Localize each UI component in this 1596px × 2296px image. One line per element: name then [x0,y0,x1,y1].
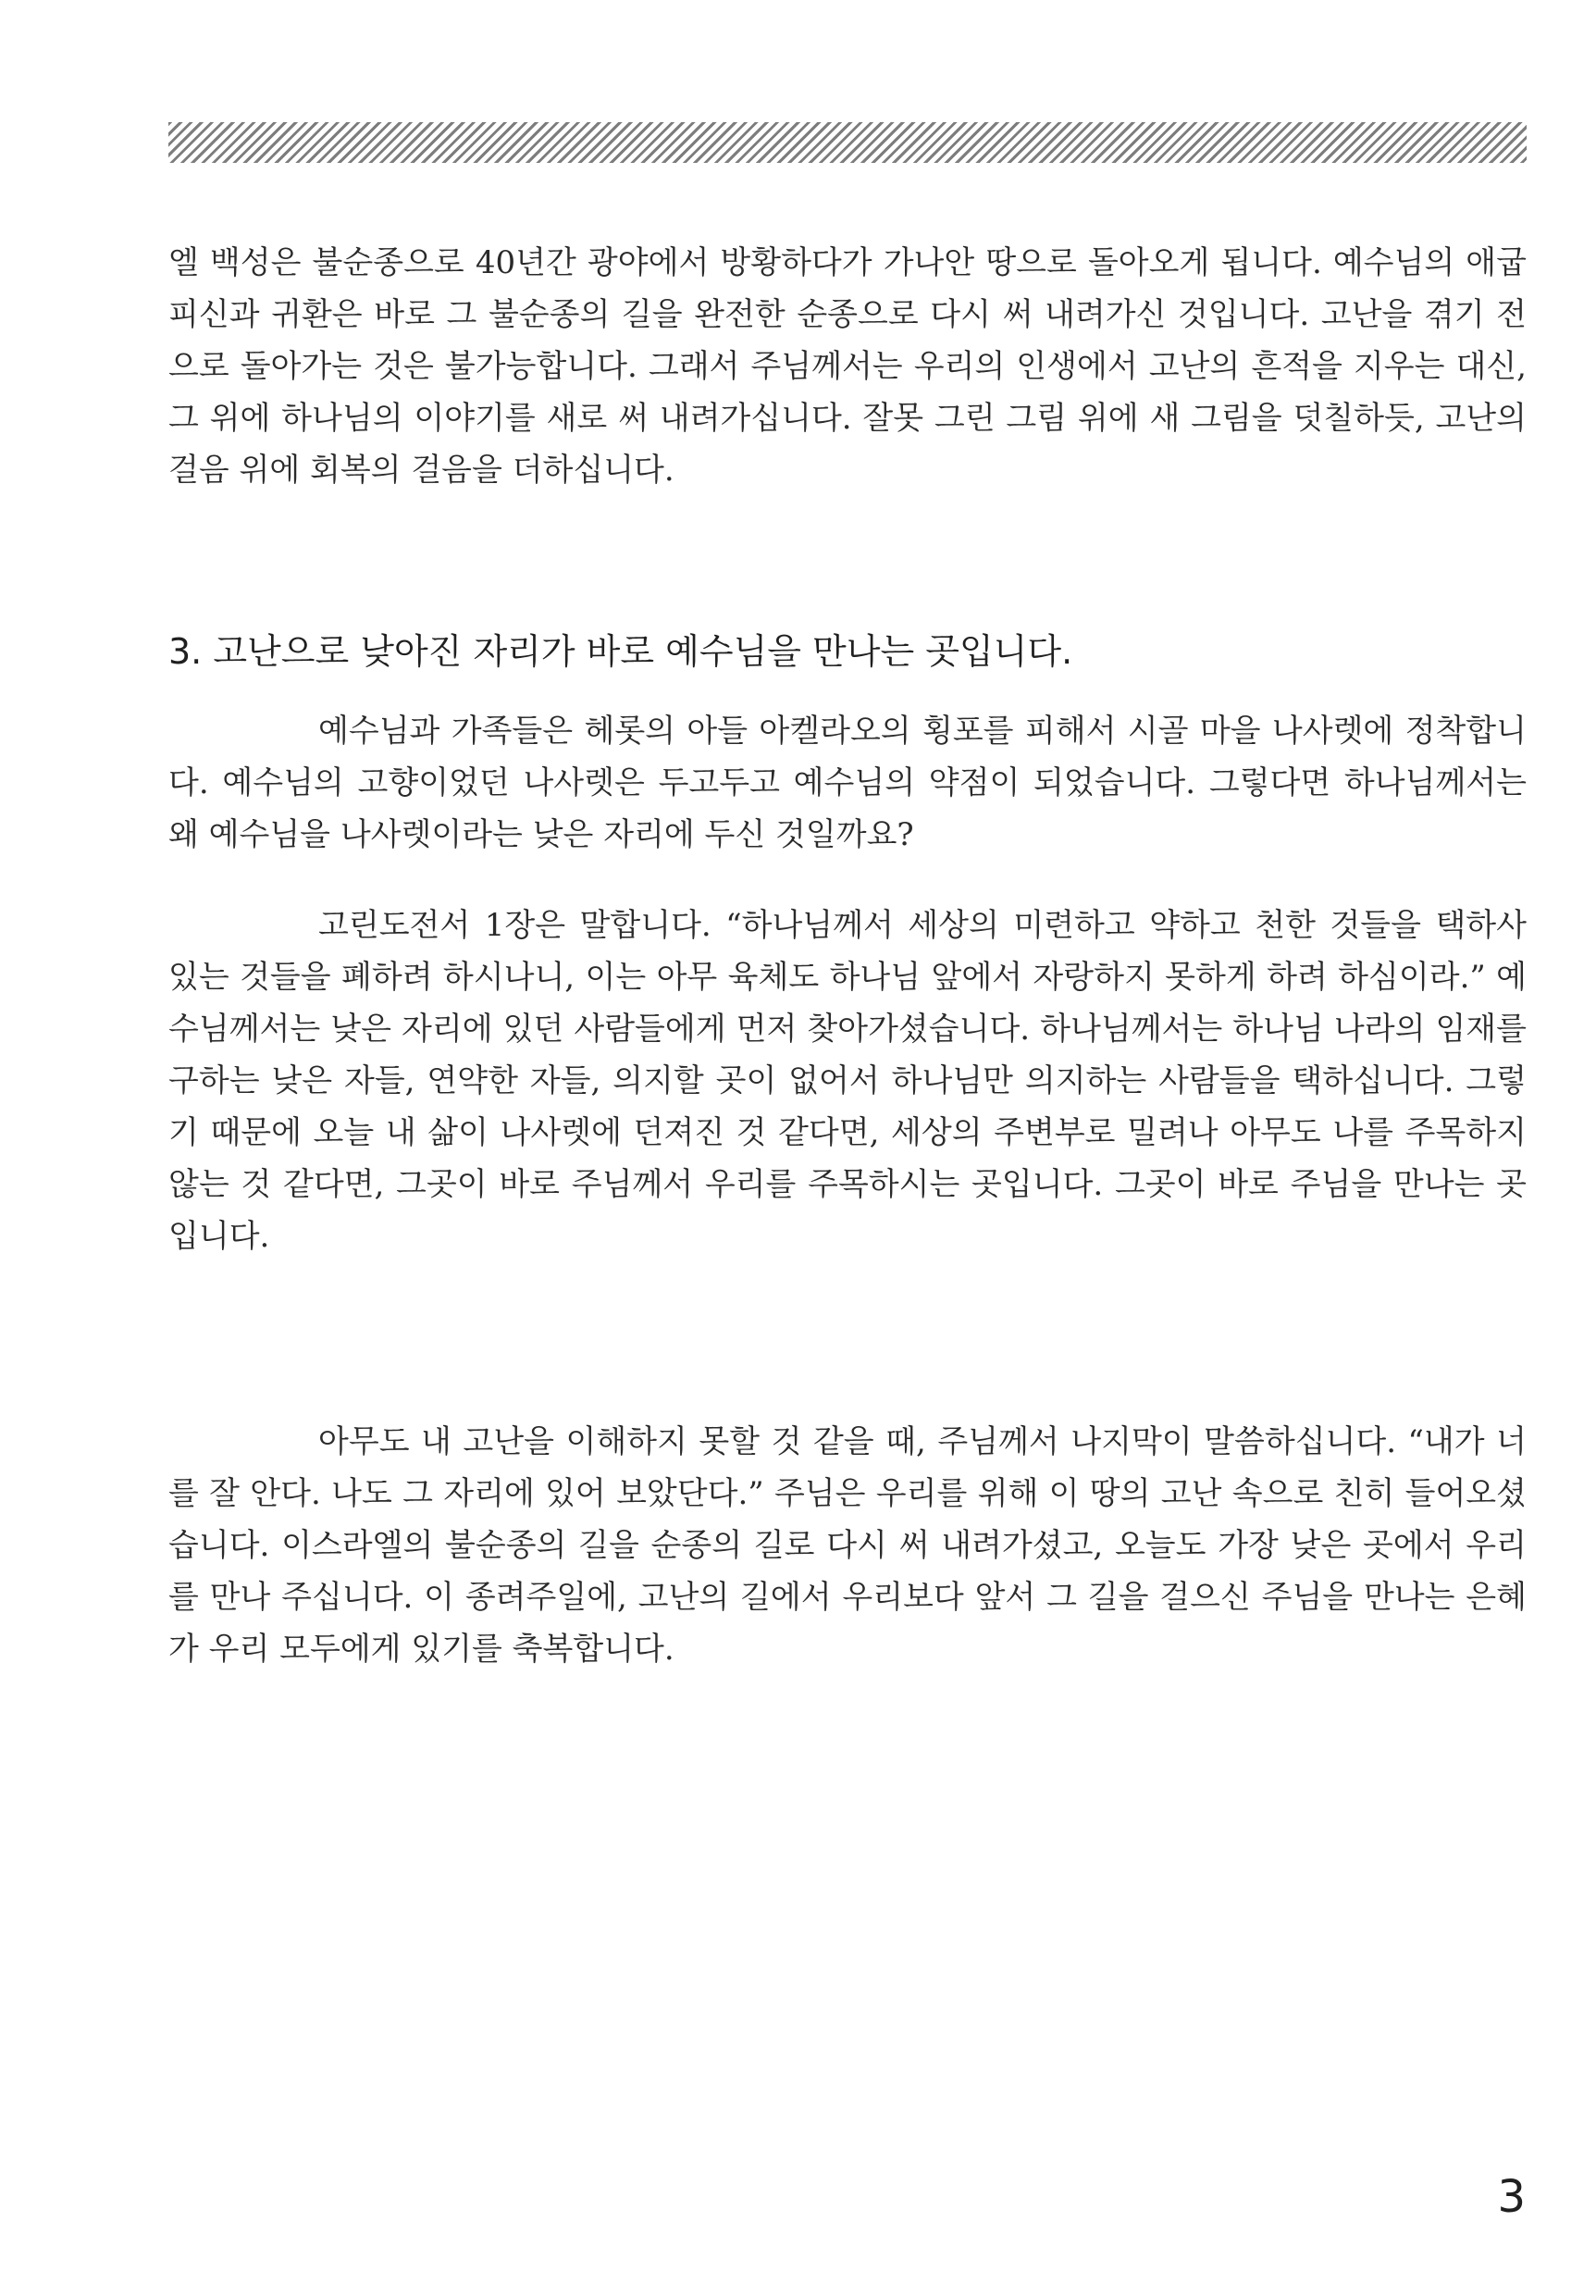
paragraph-corinthians: 고린도전서 1장은 말합니다. “하나님께서 세상의 미련하고 약하고 천한 것들을 택하사 있는 것들을 폐하려 하시나니, 이는 아무 육체도 하나님 앞에서 자랑하지 못하게 하려 하심이라.” 예수님께서는 낮은 자리에 있던 사람들에게 먼저 찾아가셨습니다. 하나님께서는 하나님 나라의 임재를 구하는 낮은 자들, 연약한 자들, 의지할 곳이 없어서 하나님만 의지하는 사람들을 택하십니다. 그렇기 때문에 오늘 내 삶이 나사렛에 던져진 것 같다면, 세상의 주변부로 밀려나 아무도 나를 주목하지 않는 것 같다면, 그곳이 바로 주님께서 우리를 주목하시는 곳입니다. 그곳이 바로 주님을 만나는 곳입니다. [168,907,1527,1255]
section-heading: 3. 고난으로 낮아진 자리가 바로 예수님을 만나는 곳입니다. [168,631,1073,672]
page-number: 3 [1497,2171,1526,2223]
paragraph-closing: 아무도 내 고난을 이해하지 못할 것 같을 때, 주님께서 나지막이 말씀하십니다. “내가 너를 잘 안다. 나도 그 자리에 있어 보았단다.” 주님은 우리를 위해 이 땅의 고난 속으로 친히 들어오셨습니다. 이스라엘의 불순종의 길을 순종의 길로 다시 써 내려가셨고, 오늘도 가장 낮은 곳에서 우리를 만나 주십니다. 이 종려주일에, 고난의 길에서 우리보다 앞서 그 길을 걸으신 주님을 만나는 은혜가 우리 모두에게 있기를 축복합니다. [168,1423,1527,1668]
paragraph-nazareth: 예수님과 가족들은 헤롯의 아들 아켈라오의 횡포를 피해서 시골 마을 나사렛에 정착합니다. 예수님의 고향이었던 나사렛은 두고두고 예수님의 약점이 되었습니다. 그렇다면 하나님께서는 왜 예수님을 나사렛이라는 낮은 자리에 두신 것일까요? [168,713,1527,853]
header-hatch-bar [168,122,1527,163]
paragraph-continued: 엘 백성은 불순종으로 40년간 광야에서 방황하다가 가나안 땅으로 돌아오게 됩니다. 예수님의 애굽 피신과 귀환은 바로 그 불순종의 길을 완전한 순종으로 다시 써 내려가신 것입니다. 고난을 겪기 전으로 돌아가는 것은 불가능합니다. 그래서 주님께서는 우리의 인생에서 고난의 흔적을 지우는 대신, 그 위에 하나님의 이야기를 새로 써 내려가십니다. 잘못 그린 그림 위에 새 그림을 덧칠하듯, 고난의 걸음 위에 회복의 걸음을 더하십니다. [168,244,1527,489]
